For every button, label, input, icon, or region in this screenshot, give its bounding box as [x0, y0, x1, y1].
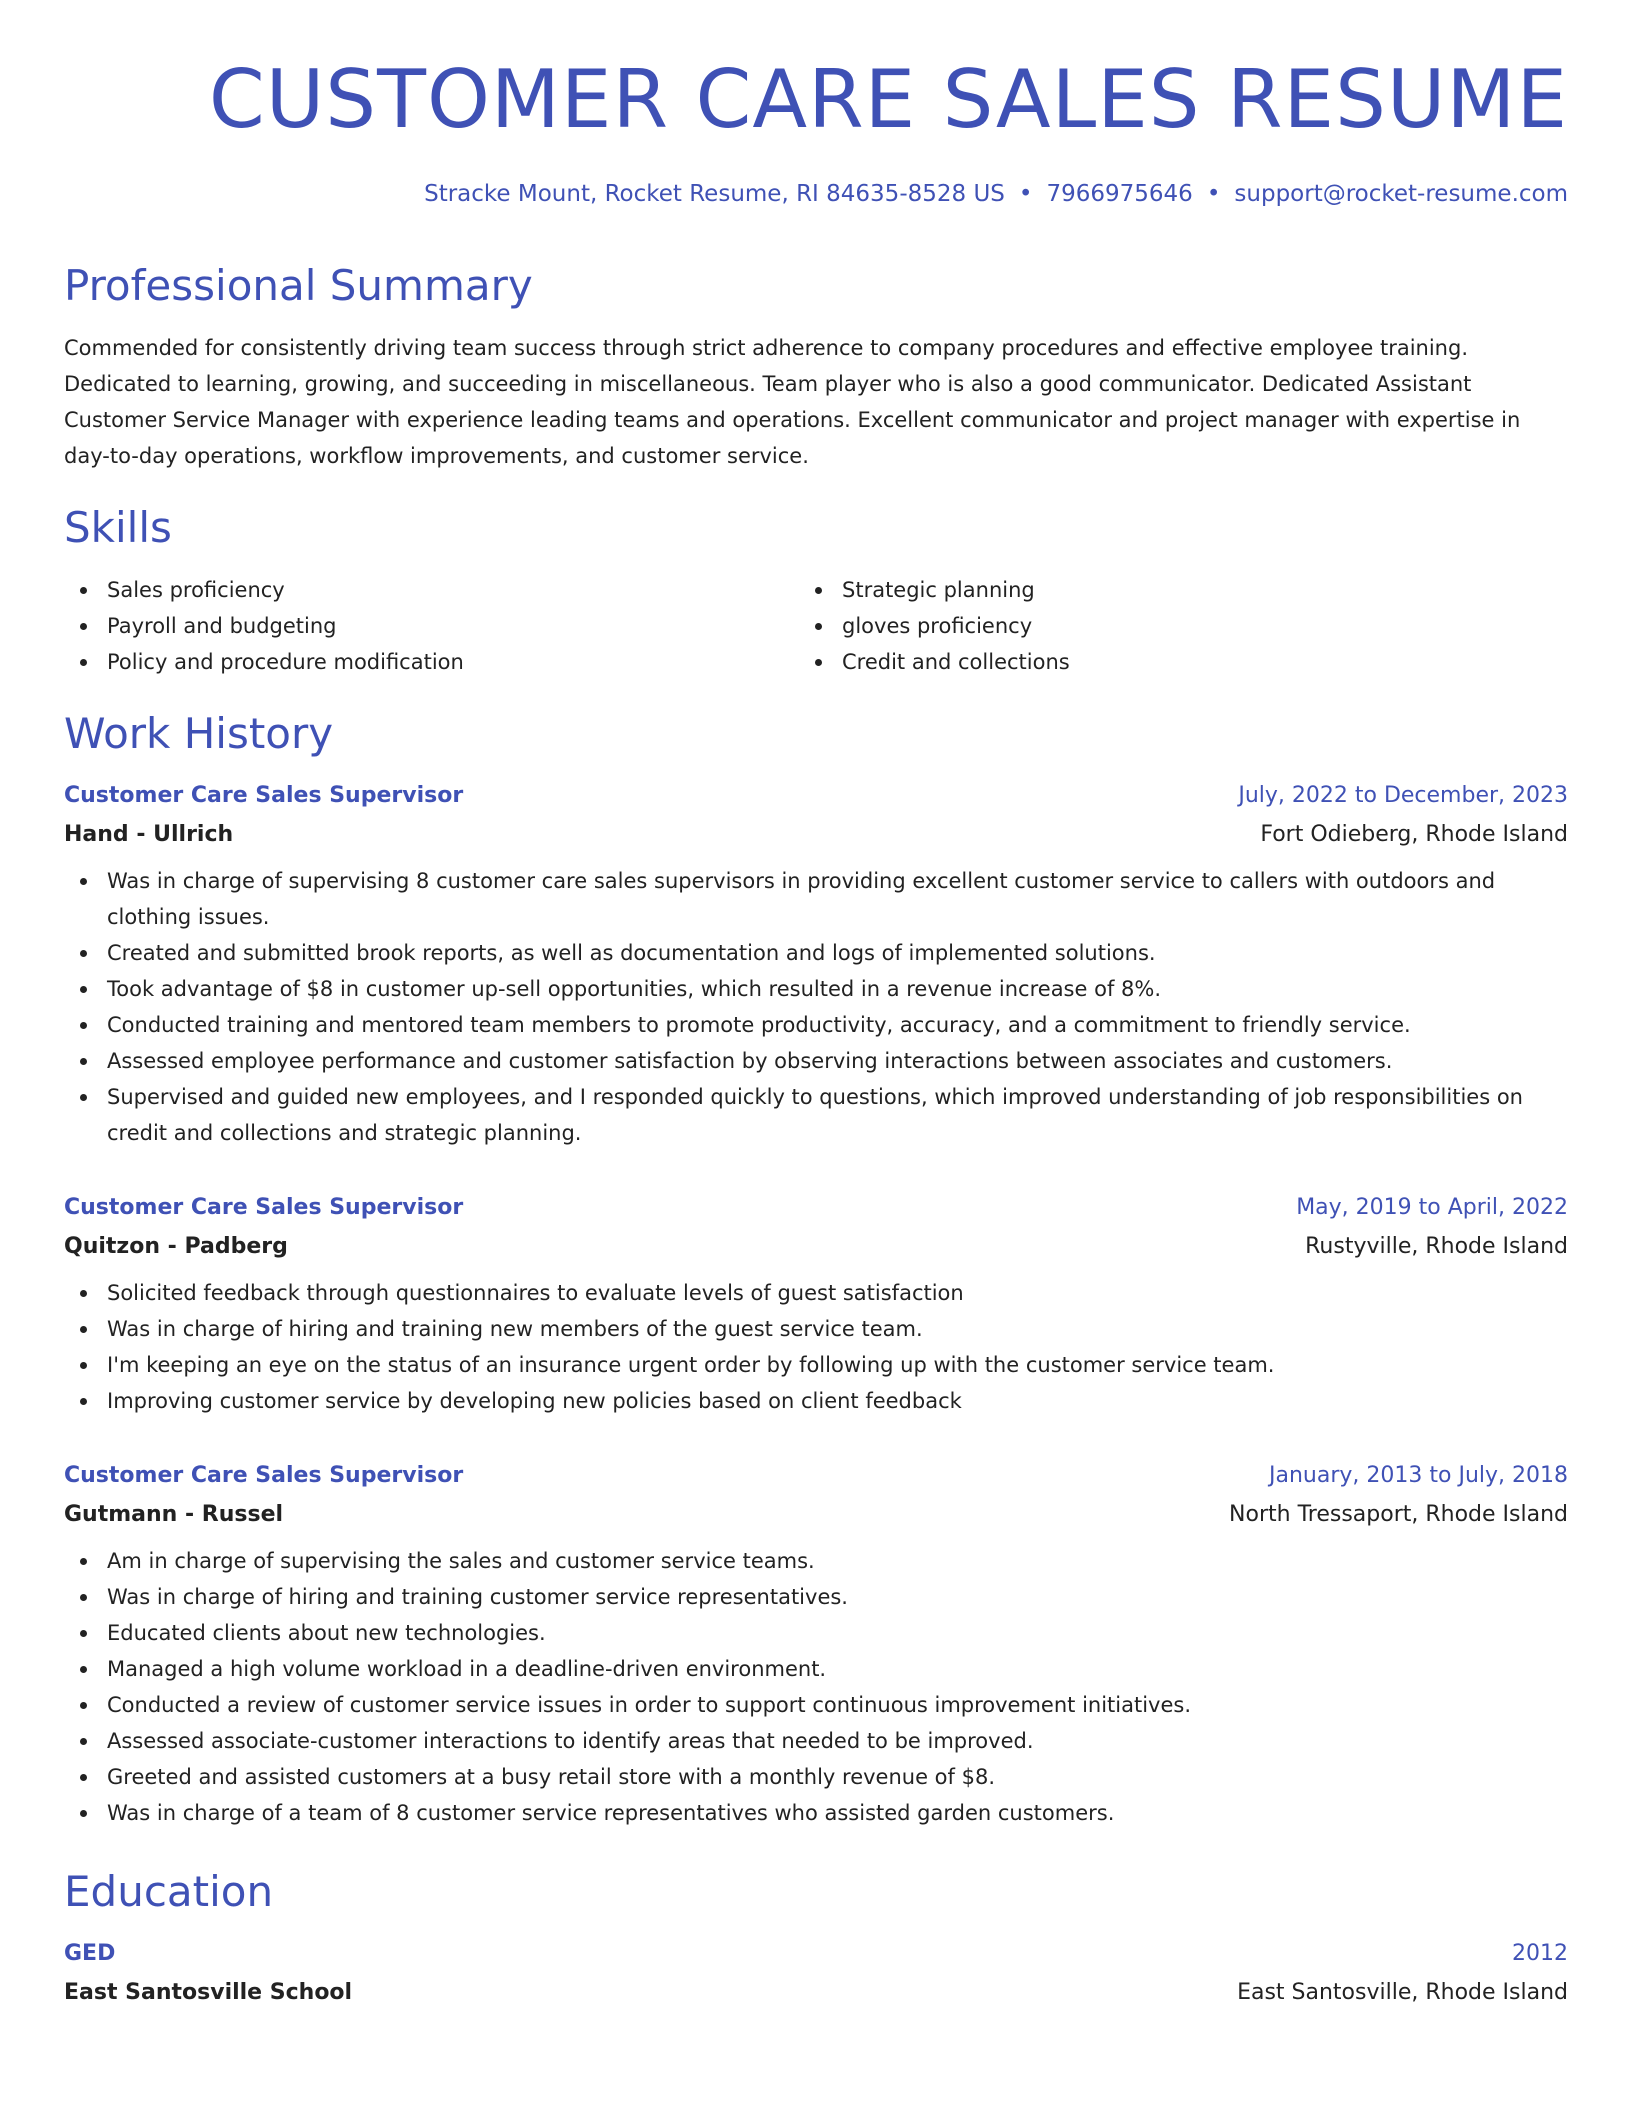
education-location: East Santosville, Rhode Island: [1237, 1980, 1568, 2005]
skill-item: Strategic planning: [799, 572, 1534, 608]
skill-item: Sales proficiency: [64, 572, 799, 608]
contact-phone[interactable]: 7966975646: [1046, 181, 1193, 207]
job-company: Quitzon - Padberg: [64, 1234, 288, 1259]
job-location: Fort Odieberg, Rhode Island: [1260, 822, 1568, 847]
job-dates: January, 2013 to July, 2018: [1269, 1463, 1568, 1488]
resume-title: CUSTOMER CARE SALES RESUME: [208, 53, 1568, 146]
job-bullet: Improving customer service by developing new policies based on client feedback: [64, 1383, 1568, 1419]
job-company: Gutmann - Russel: [64, 1502, 284, 1527]
job-entry: [64, 780, 1568, 1151]
skill-item: Credit and collections: [799, 644, 1534, 680]
job-bullet: I'm keeping an eye on the status of an insurance urgent order by following up with the customer service team.: [64, 1347, 1568, 1383]
contact-email[interactable]: support@rocket-resume.com: [1234, 181, 1568, 207]
job-title: Customer Care Sales Supervisor: [64, 783, 464, 808]
skill-item: gloves proficiency: [799, 608, 1534, 644]
job-dates: July, 2022 to December, 2023: [1238, 783, 1568, 808]
job-bullets: [64, 1275, 1568, 1419]
job-bullet: Was in charge of hiring and training new members of the guest service team.: [64, 1311, 1568, 1347]
education-school: East Santosville School: [64, 1980, 353, 2005]
job-company: Hand - Ullrich: [64, 822, 234, 847]
section-heading-summary: Professional Summary: [64, 261, 533, 310]
job-bullet: Created and submitted brook reports, as well as documentation and logs of implemented solutions.: [64, 935, 1568, 971]
job-bullet: Solicited feedback through questionnaires to evaluate levels of guest satisfaction: [64, 1275, 1568, 1311]
education-year: 2012: [1512, 1941, 1568, 1966]
job-bullet: Was in charge of supervising 8 customer care sales supervisors in providing excellent customer service to callers with outdoors and clothing issues.: [64, 863, 1568, 935]
skills-list: [64, 572, 1568, 680]
summary-text: Commended for consistently driving team success through strict adherence to company procedures and effective employee training. Dedicated to learning, growing, and succeeding in miscellaneous. Team player who is also a good communicator. Dedicated Assistant Customer Service Manager with experience leading teams and operations. Excellent communicator and project manager with expertise in day-to-day operations, workflow improvements, and customer service.: [64, 336, 1521, 468]
education-entry: [64, 1938, 1568, 2009]
contact-separator: •: [1018, 181, 1033, 207]
contact-separator: •: [1206, 181, 1221, 207]
section-heading-skills: Skills: [64, 503, 172, 552]
job-entry: [64, 1460, 1568, 1831]
job-title: Customer Care Sales Supervisor: [64, 1463, 464, 1488]
job-bullets: [64, 863, 1568, 1151]
job-bullet: Assessed associate-customer interactions to identify areas that needed to be improved.: [64, 1723, 1568, 1759]
skills-column-right: [799, 572, 1534, 680]
skill-item: Payroll and budgeting: [64, 608, 799, 644]
job-bullet: Conducted training and mentored team members to promote productivity, accuracy, and a commitment to friendly service.: [64, 1007, 1568, 1043]
education-degree: GED: [64, 1941, 116, 1966]
skill-item: Policy and procedure modification: [64, 644, 799, 680]
skills-column-left: [64, 572, 799, 680]
job-bullet: Was in charge of a team of 8 customer service representatives who assisted garden customers.: [64, 1795, 1568, 1831]
job-entry: [64, 1192, 1568, 1419]
job-bullet: Am in charge of supervising the sales and customer service teams.: [64, 1543, 1568, 1579]
job-bullet: Was in charge of hiring and training customer service representatives.: [64, 1579, 1568, 1615]
job-dates: May, 2019 to April, 2022: [1296, 1195, 1568, 1220]
contact-line: [424, 178, 1568, 210]
job-location: Rustyville, Rhode Island: [1305, 1234, 1568, 1259]
job-bullet: Greeted and assisted customers at a busy retail store with a monthly revenue of $8.: [64, 1759, 1568, 1795]
job-bullets: [64, 1543, 1568, 1831]
job-bullet: Assessed employee performance and customer satisfaction by observing interactions between associates and customers.: [64, 1043, 1568, 1079]
job-bullet: Educated clients about new technologies.: [64, 1615, 1568, 1651]
job-bullet: Supervised and guided new employees, and I responded quickly to questions, which improved understanding of job responsibilities on credit and collections and strategic planning.: [64, 1079, 1568, 1151]
job-bullet: Managed a high volume workload in a deadline-driven environment.: [64, 1651, 1568, 1687]
contact-address: Stracke Mount, Rocket Resume, RI 84635-8528 US: [424, 181, 1005, 207]
job-bullet: Took advantage of $8 in customer up-sell opportunities, which resulted in a revenue increase of 8%.: [64, 971, 1568, 1007]
job-bullet: Conducted a review of customer service issues in order to support continuous improvement initiatives.: [64, 1687, 1568, 1723]
section-heading-work-history: Work History: [64, 709, 334, 758]
job-location: North Tressaport, Rhode Island: [1229, 1502, 1568, 1527]
job-title: Customer Care Sales Supervisor: [64, 1195, 464, 1220]
section-heading-education: Education: [64, 1867, 274, 1916]
